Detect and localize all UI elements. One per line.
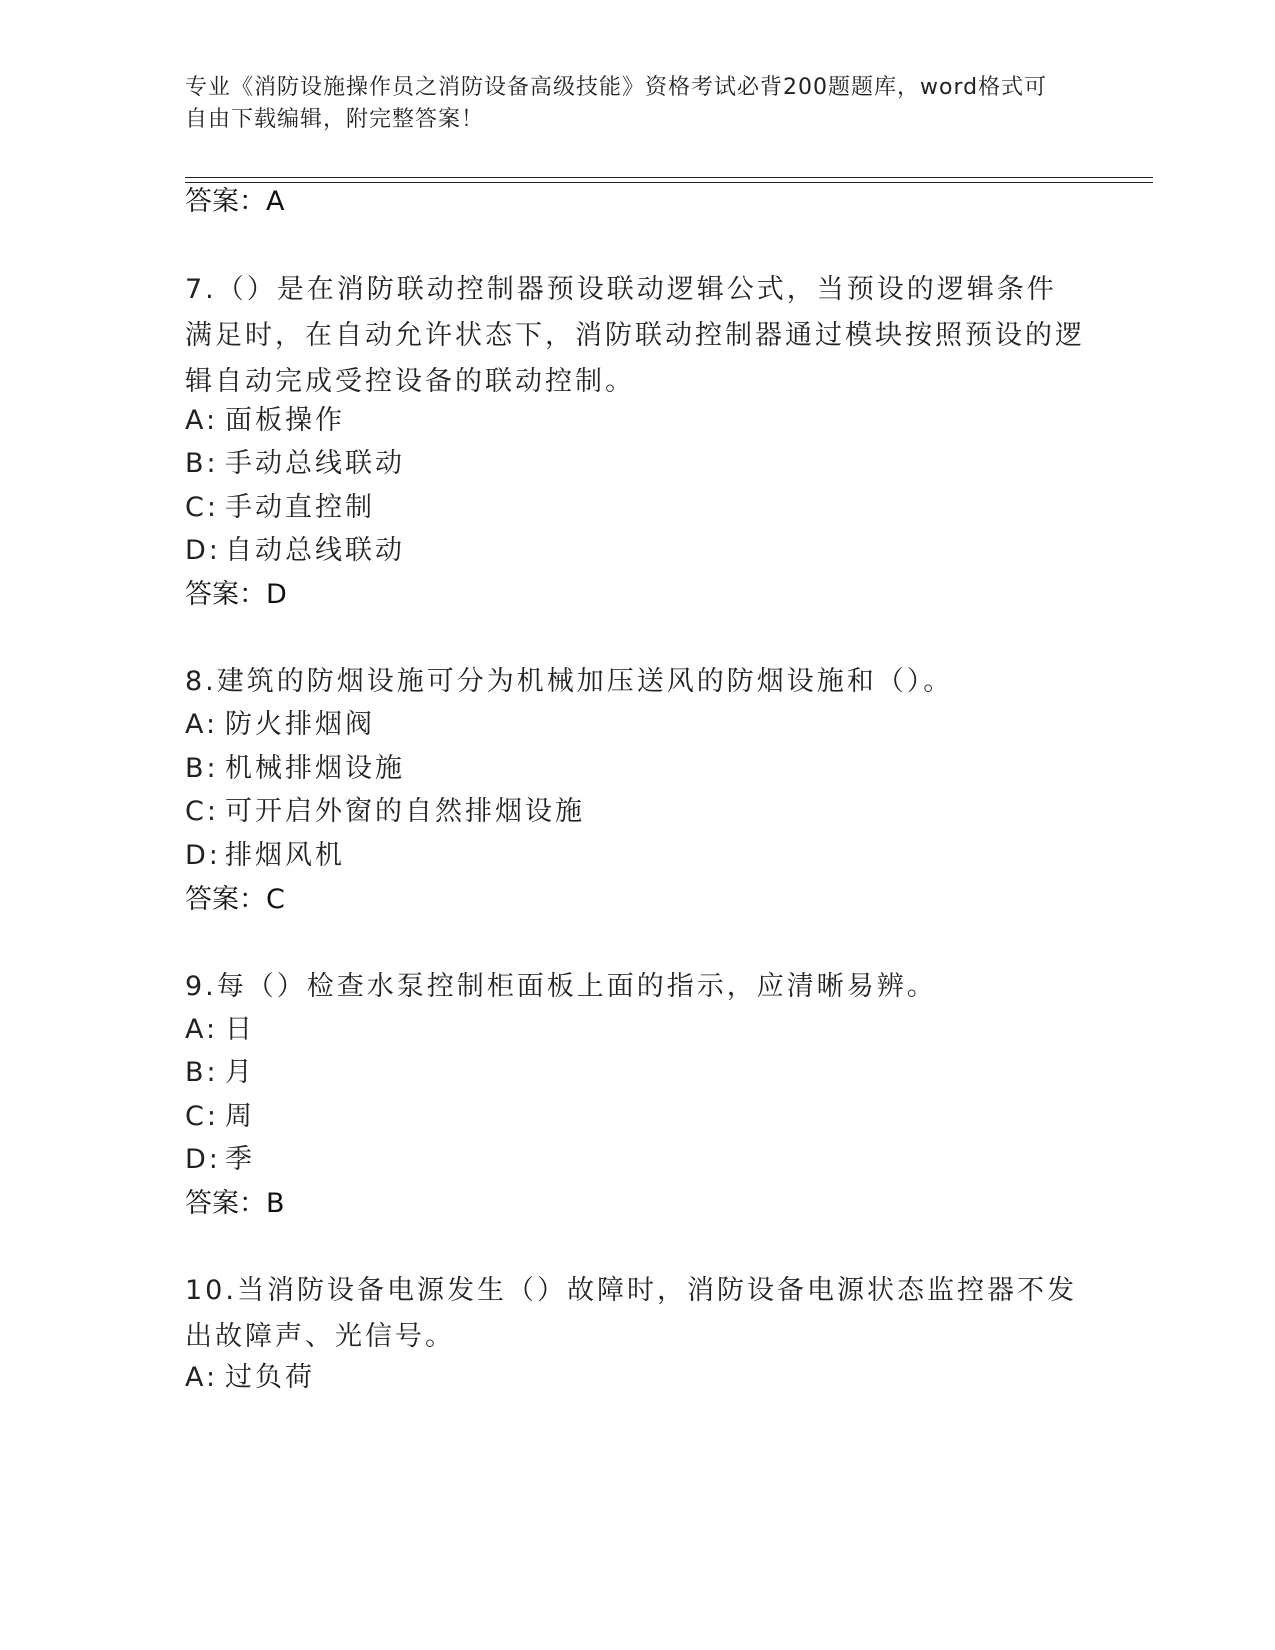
option-letter: A: [185,709,219,740]
option-letter: B: [185,753,219,784]
option-text: 日 [225,1014,255,1045]
question-7-answer: 答案：D [185,579,287,610]
option-text: 机械排烟设施 [225,753,405,784]
option-letter: D: [185,840,221,871]
option-text: 季 [225,1144,255,1175]
question-8-answer: 答案：C [185,884,285,915]
question-8-option-a [185,702,1085,748]
option-letter: B: [185,448,219,479]
option-letter: A: [185,405,219,436]
option-text: 周 [225,1101,255,1132]
question-8-option-b [185,746,1085,792]
page-header-text: 专业《消防设施操作员之消防设备高级技能》资格考试必背200题题库，word格式可自由下载编辑，附完整答案！ [185,75,1048,132]
question-8-stem: 8.建筑的防烟设施可分为机械加压送风的防烟设施和（）。 [185,666,954,697]
option-text: 月 [225,1057,255,1088]
header-divider-top [185,177,1153,178]
option-text: 排烟风机 [225,840,345,871]
question-9-option-c [185,1094,1085,1140]
question-8-option-c [185,789,1085,835]
option-letter: A: [185,1362,219,1393]
question-9-option-b [185,1050,1085,1096]
question-9-answer: 答案：B [185,1188,285,1219]
option-text: 手动直控制 [225,492,375,523]
option-text: 可开启外窗的自然排烟设施 [225,796,585,827]
option-letter: C: [185,796,219,827]
option-letter: A: [185,1014,219,1045]
question-9-stem: 9.每（）检查水泵控制柜面板上面的指示，应清晰易辨。 [185,971,937,1002]
question-10-option-a [185,1355,1085,1401]
question-10-stem: 10.当消防设备电源发生（）故障时，消防设备电源状态监控器不发出故障声、光信号。 [185,1275,1077,1352]
option-letter: C: [185,492,219,523]
option-text: 自动总线联动 [225,535,405,566]
option-letter: B: [185,1057,219,1088]
question-8-option-d [185,833,1085,879]
option-letter: C: [185,1101,219,1132]
question-7-stem: 7.（）是在消防联动控制器预设联动逻辑公式，当预设的逻辑条件满足时，在自动允许状态下，消防联动控制器通过模块按照预设的逻辑自动完成受控设备的联动控制。 [185,274,1085,397]
option-text: 防火排烟阀 [225,709,375,740]
question-7-option-b [185,441,1085,487]
question-9-option-a [185,1007,1085,1053]
question-7-option-d [185,528,1085,574]
option-text: 面板操作 [225,405,345,436]
question-7-option-c [185,485,1085,531]
question-7-option-a [185,398,1085,444]
option-text: 手动总线联动 [225,448,405,479]
option-text: 过负荷 [225,1362,315,1393]
option-letter: D: [185,535,221,566]
question-9-option-d [185,1137,1085,1183]
previous-answer: 答案：A [185,186,285,217]
option-letter: D: [185,1144,221,1175]
